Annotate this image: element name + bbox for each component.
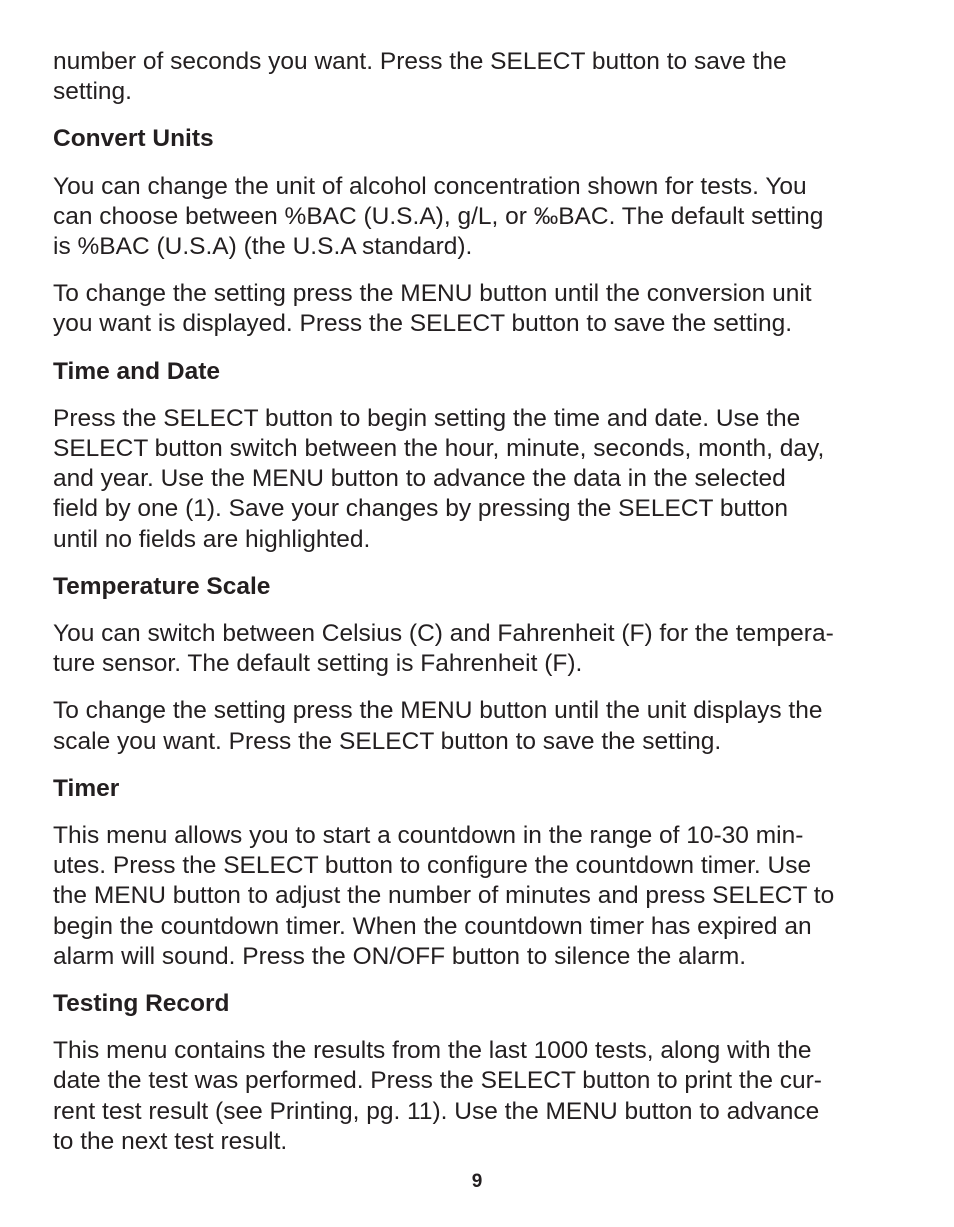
timer-paragraph-1: This menu allows you to start a countdown in the range of 10-30 min- utes. Press the SELECT button to configure the countdown timer. Use the MENU button to adjust the number of minutes and press SELECT to begin the countdown timer. When the countdown timer has expired an alarm will sound. Press the ON/OFF button to silence the alarm.: [53, 822, 835, 970]
section-heading-timer: Timer: [53, 774, 120, 802]
section-heading-testing-record: Testing Record: [53, 990, 230, 1018]
page-number: 9: [471, 1171, 483, 1192]
convert-units-paragraph-1: You can change the unit of alcohol concentration shown for tests. You can choose between %BAC (U.S.A), g/L, or ‰BAC. The default setting is %BAC (U.S.A) (the U.S.A standard).: [53, 172, 824, 261]
temperature-scale-paragraph-1: You can switch between Celsius (C) and Fahrenheit (F) for the tempera- ture sensor. The default setting is Fahrenheit (F).: [53, 620, 834, 678]
section-timer: [53, 774, 913, 972]
convert-units-paragraph-2: To change the setting press the MENU button until the conversion unit you want is displayed. Press the SELECT button to save the setting.: [53, 280, 812, 338]
section-heading-time-and-date: Time and Date: [53, 357, 221, 385]
manual-page-body: [53, 47, 913, 1174]
time-and-date-paragraph-1: Press the SELECT button to begin setting the time and date. Use the SELECT button switch between the hour, minute, seconds, month, day, and year. Use the MENU button to advance the data in the selected field by one (1). Save your changes by pressing the SELECT button until no fields are highlighted.: [53, 404, 825, 553]
section-time-and-date: [53, 357, 913, 555]
section-heading-convert-units: Convert Units: [53, 125, 214, 153]
intro-paragraph: number of seconds you want. Press the SELECT button to save the setting.: [53, 48, 787, 106]
section-convert-units: [53, 124, 913, 339]
temperature-scale-paragraph-2: To change the setting press the MENU button until the unit displays the scale you want. Press the SELECT button to save the setting.: [53, 697, 823, 755]
section-temperature-scale: [53, 572, 913, 757]
section-heading-temperature-scale: Temperature Scale: [53, 572, 271, 600]
testing-record-paragraph-1: This menu contains the results from the last 1000 tests, along with the date the test was performed. Press the SELECT button to print the cur- rent test result (see Printing, pg. 11). Use the MENU button to advance to the next test result.: [53, 1037, 822, 1155]
section-testing-record: [53, 989, 913, 1157]
